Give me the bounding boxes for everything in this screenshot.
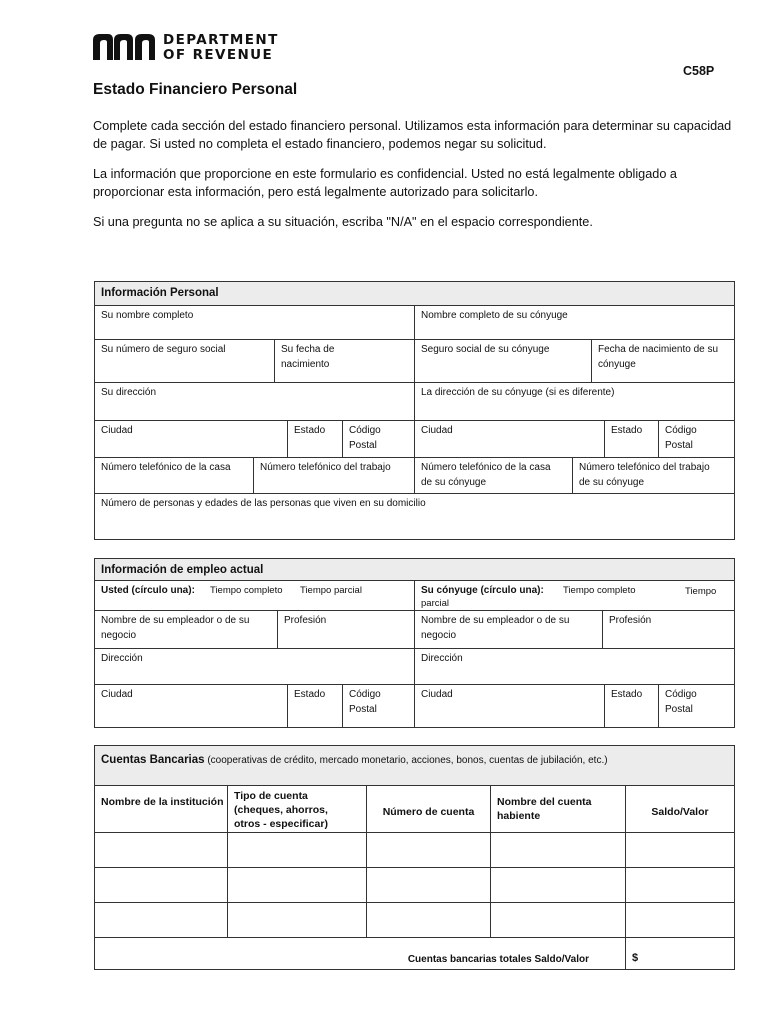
personal-heading: Información Personal [95, 282, 734, 306]
currency-symbol: $ [632, 952, 639, 964]
spouse-zip-field[interactable]: Código Postal [659, 421, 734, 458]
employer-state-field[interactable]: Estado [288, 685, 343, 727]
col-number-header: Número de cuenta [367, 786, 491, 833]
spouse-work-phone-field[interactable]: Número telefónico del trabajo de su cónyuge [573, 458, 734, 494]
zip-field[interactable]: Código Postal [343, 421, 415, 458]
bank-row-1-institution[interactable] [95, 833, 228, 868]
col-type-header: Tipo de cuenta (cheques, ahorros, otros - especificar) [228, 786, 367, 833]
spouse-home-phone-field[interactable]: Número telefónico de la casa de su cónyuge [415, 458, 573, 494]
spouse-part-time-option-b[interactable]: parcial [421, 598, 449, 609]
bank-row-1-balance[interactable] [626, 833, 734, 868]
spouse-employer-field[interactable]: Nombre de su empleador o de su negocio [415, 611, 603, 649]
spouse-employer-state-field[interactable]: Estado [605, 685, 659, 727]
mn-logo-icon [93, 34, 155, 60]
agency-line-1: DEPARTMENT [163, 32, 279, 48]
bank-row-1-number[interactable] [367, 833, 491, 868]
bank-total-label: Cuentas bancarias totales Saldo/Valor [95, 938, 626, 969]
bank-row-1-type[interactable] [228, 833, 367, 868]
employer-field[interactable]: Nombre de su empleador o de su negocio [95, 611, 278, 649]
spouse-employment-status [415, 581, 734, 611]
spouse-employer-zip-field[interactable]: Código Postal [665, 689, 697, 715]
spouse-name-field[interactable]: Nombre completo de su cónyuge [415, 306, 734, 340]
spouse-address-field[interactable]: La dirección de su cónyuge (si es diferente) [415, 383, 734, 421]
you-part-time-option[interactable]: Tiempo parcial [300, 585, 362, 596]
you-full-time-option[interactable]: Tiempo completo [210, 585, 283, 596]
employer-address-field[interactable]: Dirección [95, 649, 415, 685]
employer-city-field[interactable]: Ciudad [95, 685, 288, 727]
state-field[interactable]: Estado [288, 421, 343, 458]
col-balance-header: Saldo/Valor [626, 786, 734, 833]
employment-section [94, 558, 735, 728]
intro-paragraph-3: Si una pregunta no se aplica a su situación, escriba "N/A" en el espacio correspondiente. [93, 215, 593, 229]
spouse-part-time-option-a[interactable]: Tiempo [685, 586, 717, 597]
bank-heading [95, 746, 734, 786]
spouse-state-field[interactable]: Estado [605, 421, 659, 458]
dob-field[interactable]: Su fecha de nacimiento [275, 340, 415, 383]
home-phone-field[interactable]: Número telefónico de la casa [95, 458, 254, 494]
personal-info-section [94, 281, 735, 540]
spouse-status-label: Su cónyuge (círculo una): [421, 585, 544, 596]
employer-zip-field[interactable]: Código Postal [343, 685, 415, 727]
spouse-dob-field[interactable]: Fecha de nacimiento de su cónyuge [592, 340, 734, 383]
bank-row-2-number[interactable] [367, 868, 491, 903]
bank-row-3-balance[interactable] [626, 903, 734, 938]
city-field[interactable]: Ciudad [95, 421, 288, 458]
page-title: Estado Financiero Personal [93, 81, 298, 98]
bank-row-2-institution[interactable] [95, 868, 228, 903]
bank-row-1-holder[interactable] [491, 833, 626, 868]
spouse-profession-field[interactable]: Profesión [603, 611, 734, 649]
work-phone-field[interactable]: Número telefónico del trabajo [254, 458, 415, 494]
intro-paragraph-1: Complete cada sección del estado financiero personal. Utilizamos esta información para determinar su capacidad de pagar. Si usted no completa el estado financiero, podemos negar su solicitud. [93, 119, 732, 151]
you-status-label: Usted (círculo una): [101, 585, 195, 596]
bank-heading-title: Cuentas Bancarias [101, 754, 205, 766]
bank-heading-note: (cooperativas de crédito, mercado monetario, acciones, bonos, cuentas de jubilación, etc.) [207, 755, 608, 766]
household-field[interactable]: Número de personas y edades de las personas que viven en su domicilio [101, 498, 426, 509]
bank-row-3-number[interactable] [367, 903, 491, 938]
spouse-city-field[interactable]: Ciudad [415, 421, 605, 458]
employment-heading: Información de empleo actual [95, 559, 734, 581]
spouse-ssn-field[interactable]: Seguro social de su cónyuge [415, 340, 592, 383]
agency-line-2: OF REVENUE [163, 47, 274, 63]
ssn-field[interactable]: Su número de seguro social [95, 340, 275, 383]
bank-accounts-section [94, 745, 735, 970]
intro-paragraph-2: La información que proporcione en este formulario es confidencial. Usted no está legalmente obligado a proporcionar esta información, pero está legalmente autorizado para solicitarlo. [93, 167, 677, 199]
bank-row-2-balance[interactable] [626, 868, 734, 903]
bank-row-3-type[interactable] [228, 903, 367, 938]
bank-row-2-type[interactable] [228, 868, 367, 903]
address-field[interactable]: Su dirección [95, 383, 415, 421]
form-code: C58P [683, 64, 715, 78]
col-institution-header: Nombre de la institución [95, 786, 228, 833]
bank-row-2-holder[interactable] [491, 868, 626, 903]
spouse-employer-address-field[interactable]: Dirección [415, 649, 734, 685]
department-logo [93, 31, 293, 65]
spouse-employer-city-field[interactable]: Ciudad [415, 685, 605, 727]
profession-field[interactable]: Profesión [278, 611, 415, 649]
bank-row-3-holder[interactable] [491, 903, 626, 938]
bank-total-field[interactable] [626, 938, 734, 969]
spouse-full-time-option[interactable]: Tiempo completo [563, 585, 636, 596]
name-field[interactable]: Su nombre completo [95, 306, 415, 340]
you-employment-status [95, 581, 415, 611]
col-holder-header: Nombre del cuenta habiente [491, 786, 626, 833]
bank-row-3-institution[interactable] [95, 903, 228, 938]
